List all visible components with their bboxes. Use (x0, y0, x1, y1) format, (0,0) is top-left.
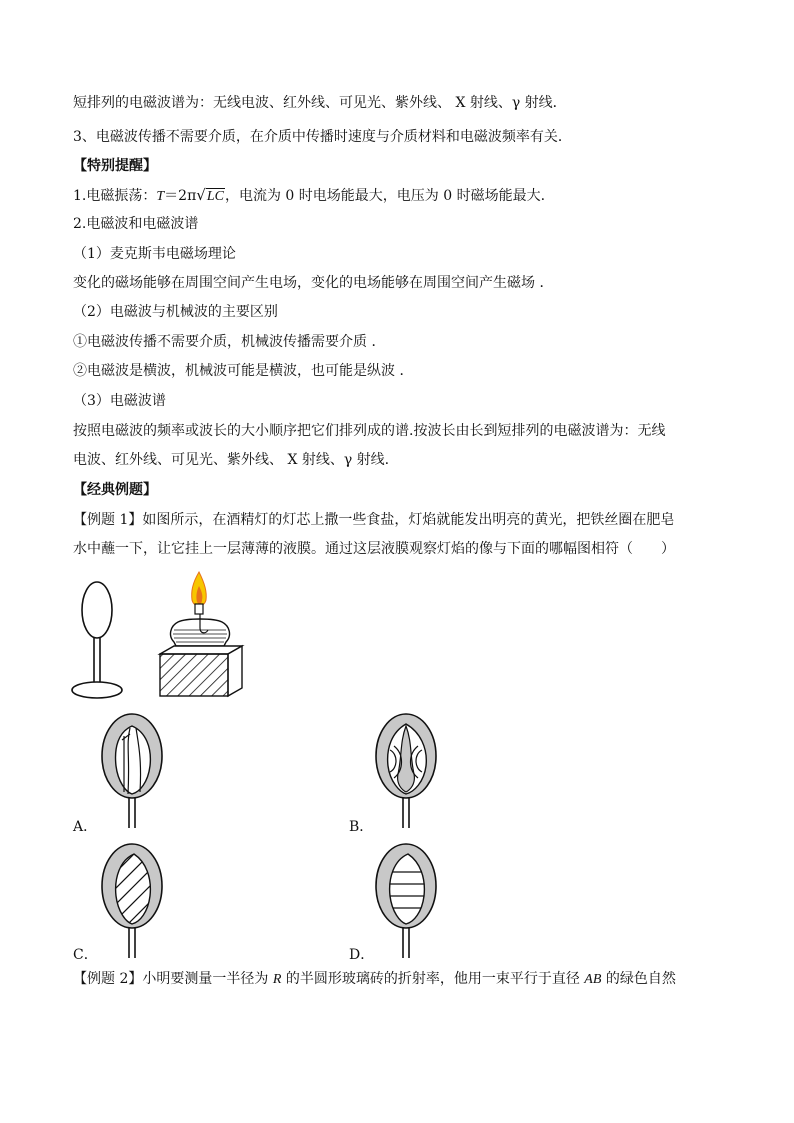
option-c-label[interactable]: C． (73, 947, 98, 963)
text-line-oscillation (73, 185, 545, 207)
example2-suffix: 的绿色自然 (601, 971, 676, 987)
formula-eq: ＝2π (164, 188, 197, 204)
option-d-label[interactable]: D． (349, 947, 375, 963)
alcohol-lamp-figure (156, 570, 246, 700)
example1-line-2: 水中蘸一下，让它挂上一层薄薄的液膜。通过这层液膜观察灯焰的像与下面的哪幅图相符（ ） (73, 541, 675, 557)
text-line-7: 变化的磁场能够在周围空间产生电场，变化的电场能够在周围空间产生磁场 ． (73, 275, 554, 291)
option-c-figure (100, 842, 166, 960)
option-a-figure (100, 712, 166, 830)
text-line-1: 短排列的电磁波谱为：无线电波、红外线、可见光、紫外线、 X 射线、γ 射线． (73, 95, 567, 111)
formula-LC: LC (206, 189, 224, 204)
oscillation-suffix: ，电流为 0 时电场能最大，电压为 0 时磁场能最大. (224, 188, 546, 204)
sqrt-symbol: √ (196, 186, 206, 204)
option-b-figure (374, 712, 440, 830)
formula-T: T (156, 189, 165, 204)
oscillation-prefix: 1.电磁振荡： (73, 188, 157, 204)
example1-line-1: 【例题 1】如图所示，在酒精灯的灯芯上撒一些食盐，灯焰就能发出明亮的黄光，把铁丝圈在肥皂 (73, 512, 675, 528)
text-line-5: 2.电磁波和电磁波谱 (73, 216, 199, 232)
wire-loop-stand-figure (70, 580, 130, 702)
option-a-label[interactable]: A． (73, 819, 98, 835)
example2-mid: 的半圆形玻璃砖的折射率，他用一束平行于直径 (281, 971, 585, 987)
option-b-label[interactable]: B． (349, 819, 374, 835)
text-line-12: 按照电磁波的频率或波长的大小顺序把它们排列成的谱.按波长由长到短排列的电磁波谱为：无线 (73, 423, 666, 439)
text-line-9: ①电磁波传播不需要介质，机械波传播需要介质 ． (73, 334, 386, 350)
text-line-2: 3、电磁波传播不需要介质，在介质中传播时速度与介质材料和电磁波频率有关． (73, 129, 572, 145)
example2-prefix: 【例题 2】小明要测量一半径为 (73, 971, 273, 987)
text-line-6: （1）麦克斯韦电磁场理论 (73, 246, 236, 262)
text-line-11: （3）电磁波谱 (73, 393, 166, 409)
var-R: R (272, 972, 282, 987)
example2-line-1 (73, 969, 676, 990)
section-heading-special-tips: 【特别提醒】 (73, 158, 157, 174)
section-heading-examples: 【经典例题】 (73, 482, 157, 498)
text-line-10: ②电磁波是横波，机械波可能是横波，也可能是纵波 ． (73, 363, 414, 379)
var-AB: AB (584, 972, 602, 987)
text-line-8: （2）电磁波与机械波的主要区别 (73, 304, 278, 320)
text-line-13: 电波、红外线、可见光、紫外线、 X 射线、γ 射线. (73, 452, 390, 468)
option-d-figure (374, 842, 440, 960)
